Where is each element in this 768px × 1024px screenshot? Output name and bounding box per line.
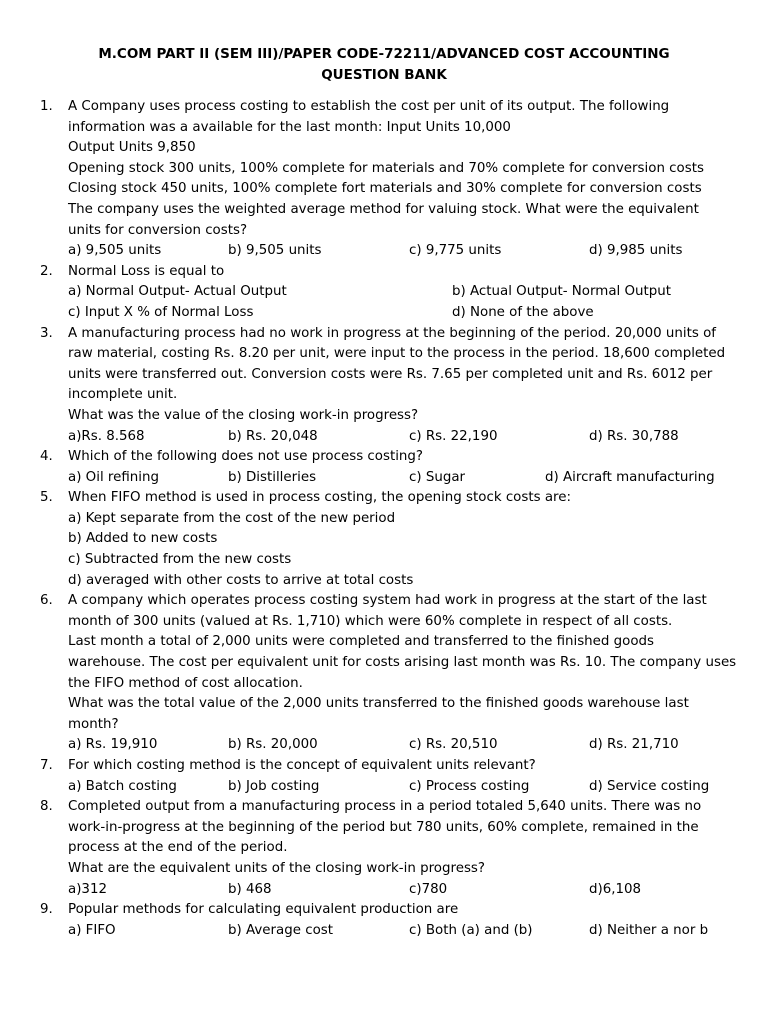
question-text-line: units were transferred out. Conversion costs were Rs. 7.65 per completed unit and Rs. 6012 per: [68, 366, 713, 382]
option-d: d) Service costing: [589, 778, 710, 794]
answer-options: [68, 921, 728, 942]
question-text-line: What was the total value of the 2,000 units transferred to the finished goods warehouse last: [68, 696, 689, 712]
option-b: b) Average cost: [228, 922, 334, 938]
question-text-line: information was a available for the last month: Input Units 10,000: [68, 119, 511, 135]
question-text-line: month?: [68, 716, 119, 732]
question-text-line: work-in-progress at the beginning of the period but 780 units, 60% complete, remained in the: [68, 819, 699, 835]
option-c: c) Rs. 22,190: [409, 428, 498, 444]
option-a: a) Kept separate from the cost of the new period: [68, 510, 396, 526]
question-text-line: What are the equivalent units of the closing work-in progress?: [68, 860, 486, 876]
option-a: a) Rs. 19,910: [68, 737, 158, 753]
question-text-line: Closing stock 450 units, 100% complete fort materials and 30% complete for conversion costs: [68, 181, 702, 197]
question-number: 3.: [40, 325, 53, 341]
question-text-line: Normal Loss is equal to: [68, 263, 225, 279]
question-text-line: What was the value of the closing work-in progress?: [68, 407, 419, 423]
question-list: [40, 97, 737, 941]
option-a: a)Rs. 8.568: [68, 428, 145, 444]
question-text-line: A company which operates process costing system had work in progress at the start of the last: [68, 593, 707, 609]
option-b: b) 9,505 units: [228, 243, 322, 259]
question-text-line: Completed output from a manufacturing process in a period totaled 5,640 units. There was no: [68, 799, 702, 815]
question-7: [40, 756, 728, 797]
question-5: [40, 488, 728, 591]
answer-options: [68, 777, 728, 798]
question-text-line: raw material, costing Rs. 8.20 per unit, were input to the process in the period. 18,600 completed: [68, 346, 726, 362]
option-a: a) Batch costing: [68, 778, 177, 794]
question-text-line: warehouse. The cost per equivalent unit for costs arising last month was Rs. 10. The company uses: [68, 655, 737, 671]
option-c: c) 9,775 units: [409, 243, 502, 259]
option-d: d) 9,985 units: [589, 243, 683, 259]
question-text-line: Opening stock 300 units, 100% complete for materials and 70% complete for conversion costs: [68, 160, 704, 176]
option-a: a) 9,505 units: [68, 243, 162, 259]
option-b: b) 468: [228, 881, 272, 897]
option-a: a) FIFO: [68, 922, 116, 938]
option-d: d) None of the above: [452, 304, 594, 320]
option-b: b) Job costing: [228, 778, 320, 794]
answer-options: [68, 282, 728, 303]
question-text-line: process at the end of the period.: [68, 840, 288, 856]
answer-options: [68, 880, 728, 901]
answer-options: [68, 735, 736, 756]
option-d: d) averaged with other costs to arrive at total costs: [68, 572, 414, 588]
question-number: 6.: [40, 593, 53, 609]
answer-options: [68, 468, 728, 489]
option-a: a)312: [68, 881, 107, 897]
question-text-line: The company uses the weighted average method for valuing stock. What were the equivalent: [68, 201, 699, 217]
question-text-line: When FIFO method is used in process costing, the opening stock costs are:: [68, 490, 572, 506]
option-c: c) Both (a) and (b): [409, 922, 533, 938]
question-text-line: A manufacturing process had no work in progress at the beginning of the period. 20,000 units of: [68, 325, 717, 341]
option-a: a) Normal Output- Actual Output: [68, 284, 287, 300]
option-d: d) Neither a nor b: [589, 922, 709, 938]
option-c: c) Process costing: [409, 778, 530, 794]
question-text-line: Output Units 9,850: [68, 140, 196, 156]
document-header: [40, 44, 728, 86]
question-text-line: incomplete unit.: [68, 387, 178, 403]
question-number: 4.: [40, 449, 53, 465]
question-text-line: units for conversion costs?: [68, 222, 248, 238]
question-text-line: Last month a total of 2,000 units were completed and transferred to the finished goods: [68, 634, 655, 650]
question-text-line: Which of the following does not use process costing?: [68, 449, 424, 465]
answer-options: [68, 303, 728, 324]
option-c: c) Sugar: [409, 469, 466, 485]
option-c: c)780: [409, 881, 448, 897]
option-c: c) Subtracted from the new costs: [68, 552, 292, 568]
option-d: d)6,108: [589, 881, 642, 897]
question-number: 1.: [40, 99, 53, 114]
question-text-line: the FIFO method of cost allocation.: [68, 675, 303, 691]
option-a: a) Oil refining: [68, 469, 160, 485]
question-number: 8.: [40, 799, 53, 815]
option-c: c) Input X % of Normal Loss: [68, 304, 254, 320]
option-d: d) Aircraft manufacturing: [545, 469, 715, 485]
option-d: d) Rs. 30,788: [589, 428, 679, 444]
option-b: b) Actual Output- Normal Output: [452, 284, 672, 300]
question-text-line: Popular methods for calculating equivalent production are: [68, 902, 459, 918]
page-subtitle: QUESTION BANK: [321, 67, 447, 83]
option-c: c) Rs. 20,510: [409, 737, 498, 753]
question-text-line: A Company uses process costing to establish the cost per unit of its output. The following: [68, 99, 670, 114]
option-b: b) Distilleries: [228, 469, 317, 485]
question-4: [40, 447, 728, 488]
question-text-line: For which costing method is the concept of equivalent units relevant?: [68, 758, 536, 773]
option-b: b) Rs. 20,048: [228, 428, 318, 444]
answer-options: [68, 241, 728, 262]
question-3: [40, 324, 728, 448]
page-title: M.COM PART II (SEM III)/PAPER CODE-72211/ADVANCED COST ACCOUNTING: [98, 46, 670, 62]
question-8: [40, 797, 728, 900]
question-number: 2.: [40, 263, 53, 279]
option-b: b) Added to new costs: [68, 531, 218, 547]
question-number: 9.: [40, 902, 53, 918]
question-number: 7.: [40, 758, 53, 773]
question-number: 5.: [40, 490, 53, 506]
option-b: b) Rs. 20,000: [228, 737, 318, 753]
question-9: [40, 900, 728, 941]
answer-options: [68, 427, 728, 448]
question-2: [40, 262, 728, 324]
question-6: [40, 591, 737, 756]
question-text-line: month of 300 units (valued at Rs. 1,710) which were 60% complete in respect of all costs.: [68, 613, 673, 629]
question-1: [40, 97, 728, 262]
option-d: d) Rs. 21,710: [589, 737, 679, 753]
